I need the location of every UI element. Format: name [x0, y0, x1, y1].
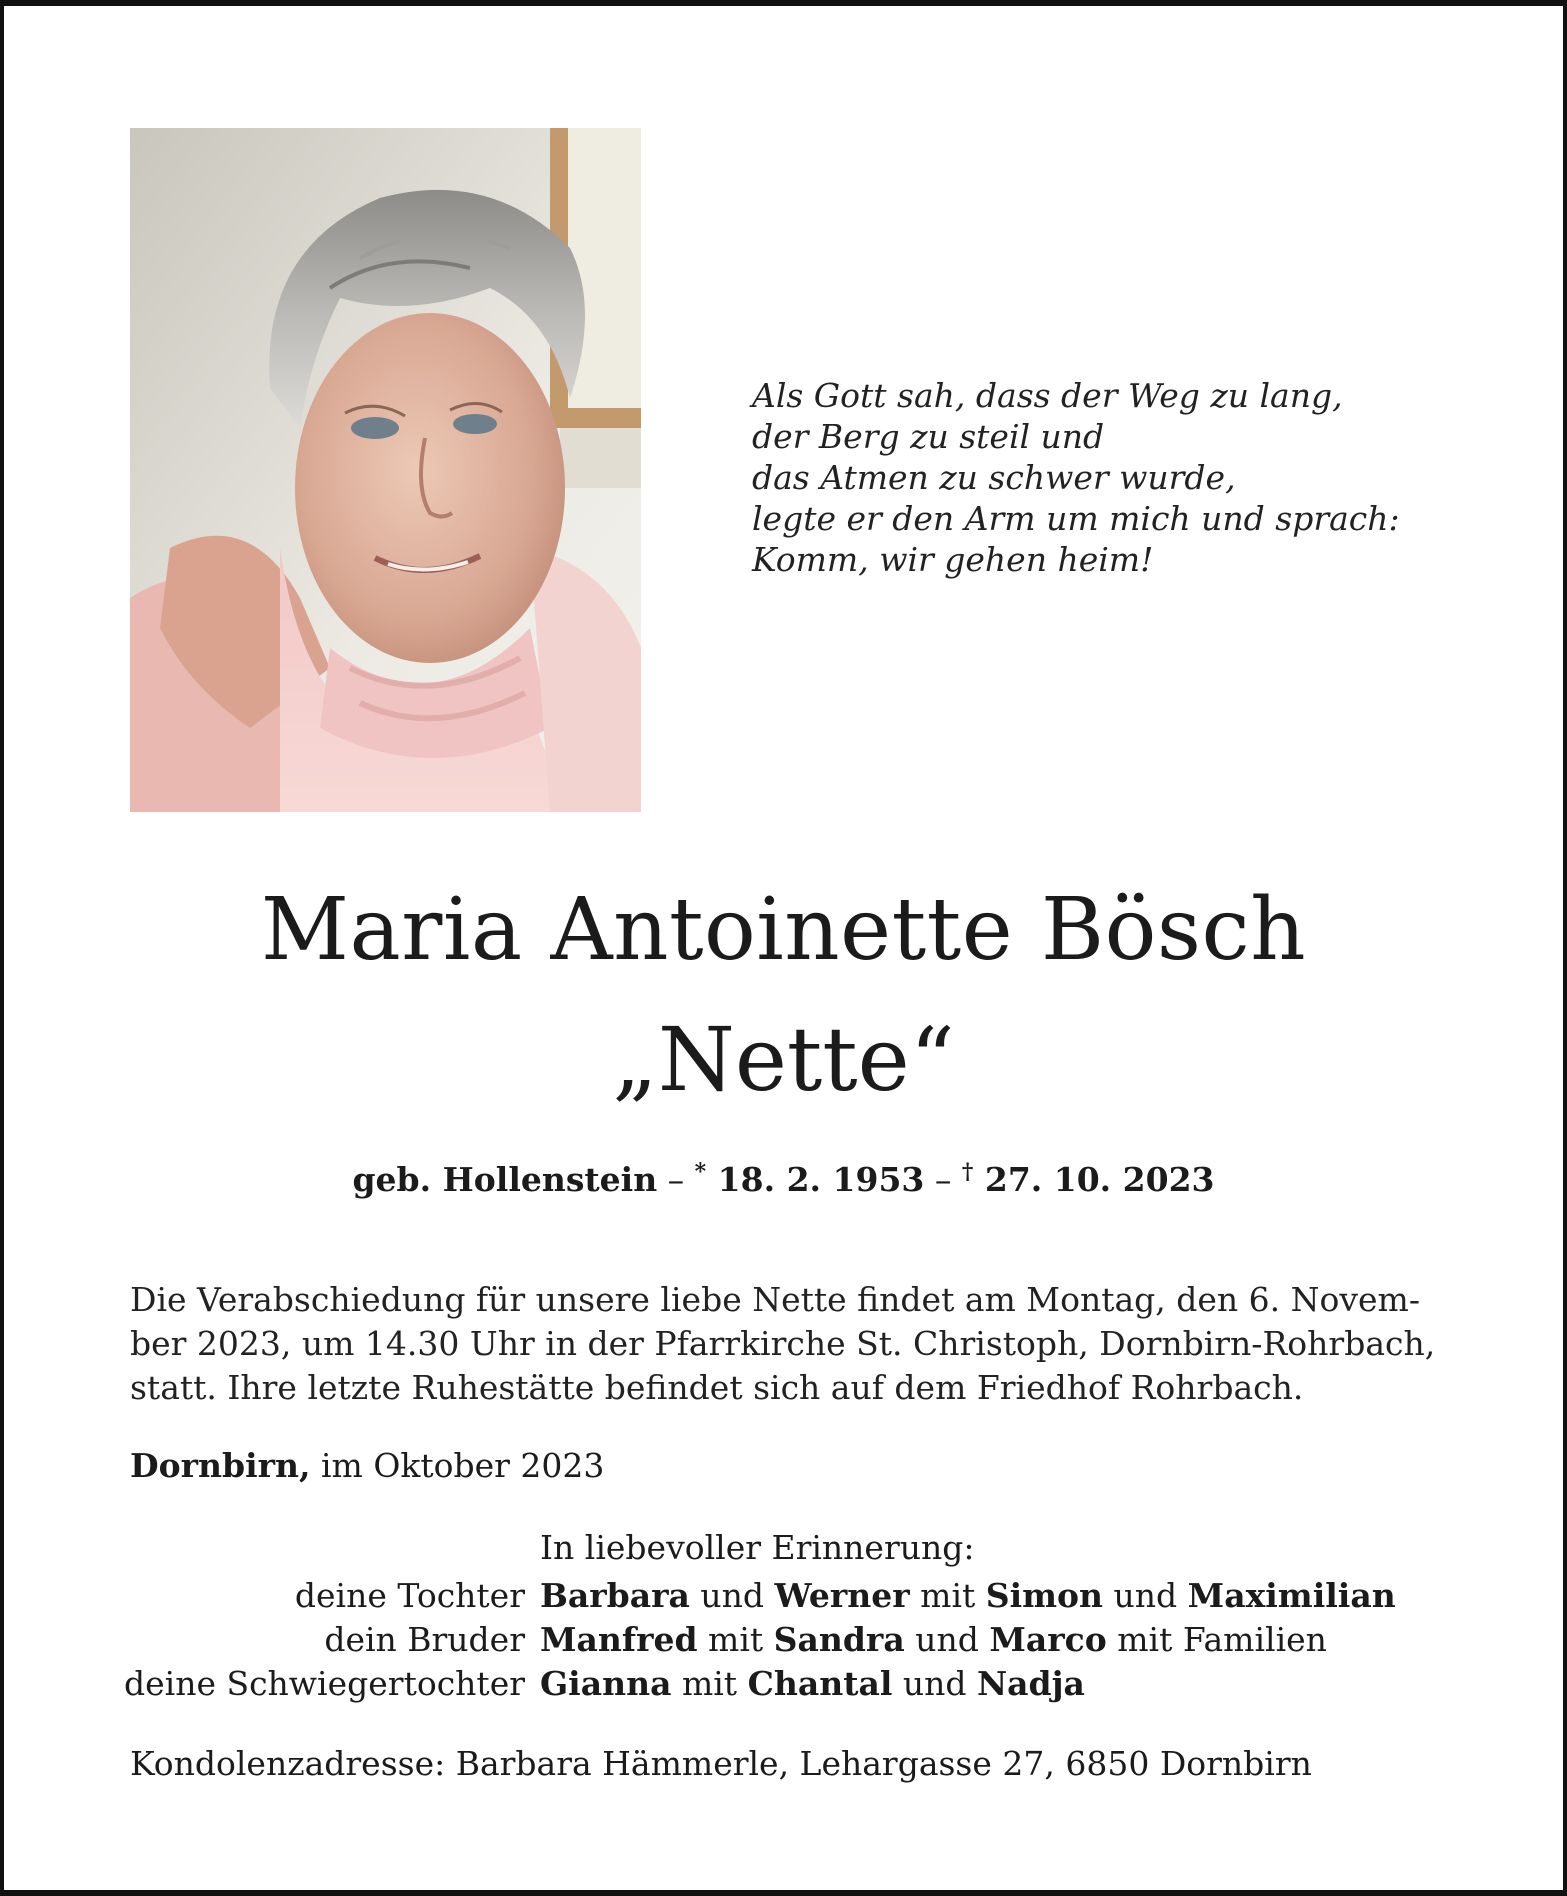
poem	[752, 375, 1472, 580]
connector-text: und	[904, 1620, 990, 1659]
poem-line: der Berg zu steil und	[752, 417, 1105, 456]
mourner-relation: dein Bruder	[324, 1620, 525, 1659]
poem-line: das Atmen zu schwer wurde,	[752, 458, 1236, 497]
connector-text: mit	[909, 1576, 986, 1615]
mourner-name: Werner	[774, 1576, 910, 1615]
mourner-names	[540, 1574, 1396, 1618]
connector-text: und	[689, 1576, 775, 1615]
poem-line: Als Gott sah, dass der Weg zu lang,	[752, 376, 1343, 415]
death-date: 27. 10. 2023	[973, 1160, 1215, 1199]
poem-line: legte er den Arm um mich und sprach:	[752, 499, 1400, 538]
connector-text: mit Familien	[1106, 1620, 1327, 1659]
mourner-names	[540, 1618, 1327, 1662]
mourner-name: Gianna	[540, 1664, 672, 1703]
connector-text: und	[892, 1664, 977, 1703]
mourner-row	[0, 1574, 1567, 1618]
mourner-name: Manfred	[540, 1620, 698, 1659]
place: Dornbirn,	[130, 1446, 311, 1485]
mourner-name: Simon	[985, 1576, 1104, 1615]
life-dates	[0, 1150, 1567, 1202]
dash-separator: –	[924, 1160, 962, 1199]
portrait-illustration	[130, 128, 641, 812]
date: im Oktober 2023	[310, 1446, 605, 1485]
mourner-name: Marco	[989, 1620, 1107, 1659]
connector-text: und	[1103, 1576, 1188, 1615]
mourner-row	[0, 1662, 1567, 1706]
mourner-name: Nadja	[976, 1664, 1085, 1703]
mourner-name: Sandra	[773, 1620, 905, 1659]
dash-separator: –	[657, 1160, 695, 1199]
connector-text: mit	[671, 1664, 748, 1703]
announcement-line: statt. Ihre letzte Ruhestätte befindet sich auf dem Friedhof Rohrbach.	[130, 1368, 1304, 1407]
mourner-name: Barbara	[540, 1576, 690, 1615]
deceased-name: Maria Antoinette Bösch	[260, 880, 1307, 980]
death-symbol: †	[961, 1159, 974, 1185]
remembrance-intro: In liebevoller Erinnerung:	[540, 1528, 975, 1567]
birth-name: geb. Hollenstein	[352, 1160, 658, 1199]
deceased-nickname: „Nette“	[612, 1008, 955, 1111]
birth-symbol: *	[694, 1159, 707, 1185]
portrait-photo	[130, 128, 641, 812]
condolence-address: Kondolenzadresse: Barbara Hämmerle, Lehargasse 27, 6850 Dornbirn	[130, 1744, 1312, 1783]
mourner-relation: deine Tochter	[294, 1576, 525, 1615]
announcement-line: ber 2023, um 14.30 Uhr in der Pfarrkirche St. Christoph, Dornbirn-Rohrbach,	[130, 1324, 1436, 1363]
announcement-line: Die Verabschiedung für unsere liebe Nette findet am Montag, den 6. Novem-	[130, 1280, 1420, 1319]
mourner-row	[0, 1618, 1567, 1662]
mourner-names	[540, 1662, 1085, 1706]
funeral-announcement	[130, 1278, 1440, 1410]
mourner-name: Chantal	[747, 1664, 893, 1703]
mourner-relation: deine Schwiegertochter	[123, 1664, 525, 1703]
connector-text: mit	[697, 1620, 774, 1659]
mourner-name: Maximilian	[1187, 1576, 1396, 1615]
birth-date: 18. 2. 1953	[706, 1160, 925, 1199]
place-date	[130, 1444, 604, 1488]
poem-line: Komm, wir gehen heim!	[752, 540, 1154, 579]
